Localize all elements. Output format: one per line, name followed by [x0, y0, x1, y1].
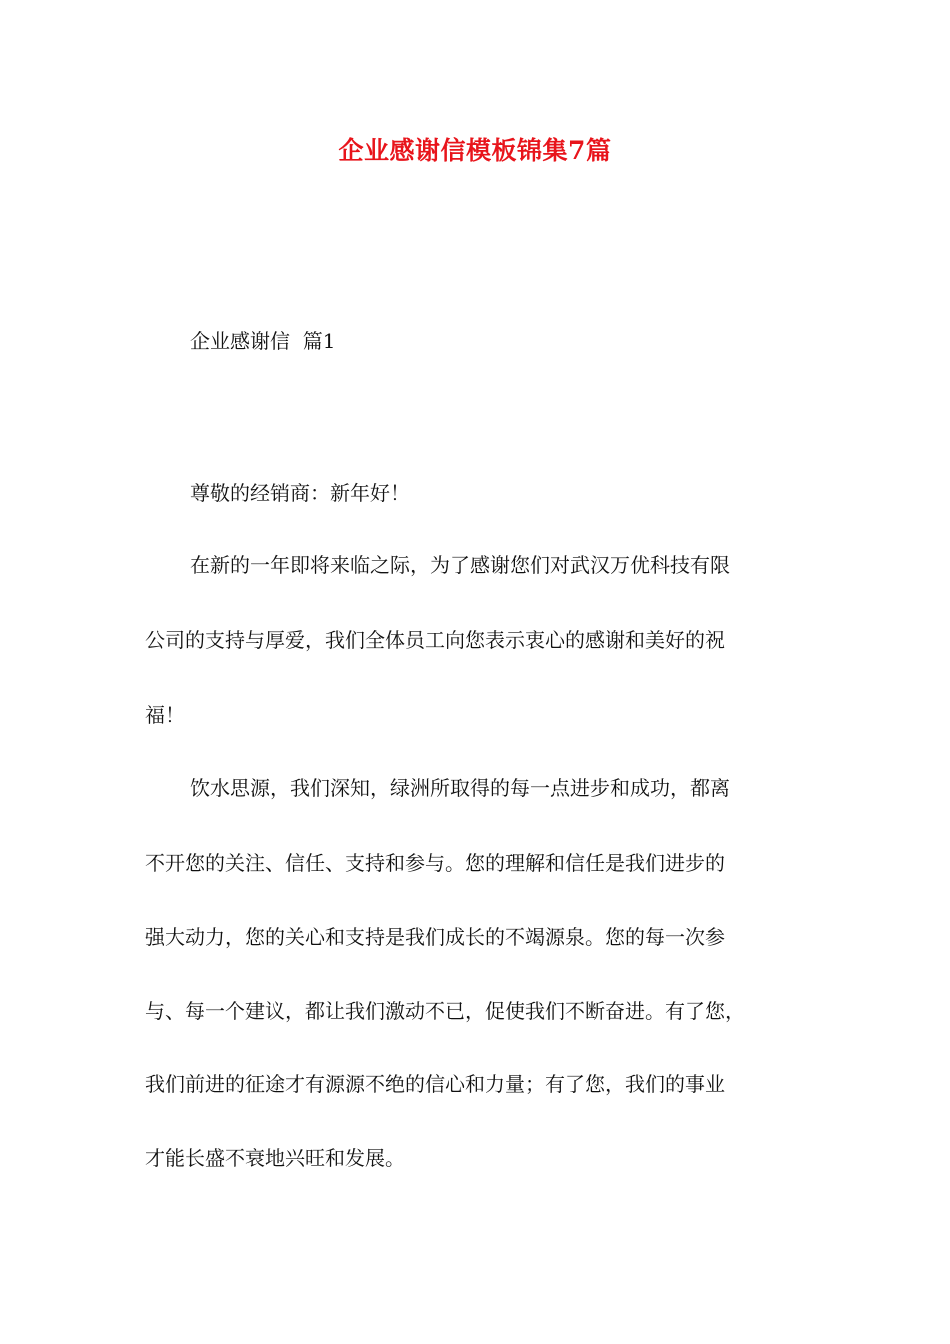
paragraph-2-line: 强大动力，您的关心和支持是我们成长的不竭源泉。您的每一次参 — [145, 925, 725, 949]
paragraph-1-line: 公司的支持与厚爱，我们全体员工向您表示衷心的感谢和美好的祝 — [145, 628, 725, 652]
paragraph-1-line: 福！ — [145, 703, 185, 727]
paragraph-2-line: 不开您的关注、信任、支持和参与。您的理解和信任是我们进步的 — [145, 851, 725, 875]
paragraph-1-line: 在新的一年即将来临之际，为了感谢您们对武汉万优科技有限 — [190, 553, 730, 577]
paragraph-2-line: 才能长盛不衰地兴旺和发展。 — [145, 1146, 405, 1170]
salutation: 尊敬的经销商：新年好！ — [190, 481, 410, 505]
document-title: 企业感谢信模板锦集7篇 — [338, 136, 612, 165]
paragraph-2-line: 与、每一个建议，都让我们激动不已，促使我们不断奋进。有了您， — [145, 999, 745, 1023]
paragraph-2-line: 饮水思源，我们深知，绿洲所取得的每一点进步和成功，都离 — [190, 776, 730, 800]
section-heading: 企业感谢信 篇1 — [190, 329, 336, 353]
paragraph-2-line: 我们前进的征途才有源源不绝的信心和力量；有了您，我们的事业 — [145, 1072, 725, 1096]
